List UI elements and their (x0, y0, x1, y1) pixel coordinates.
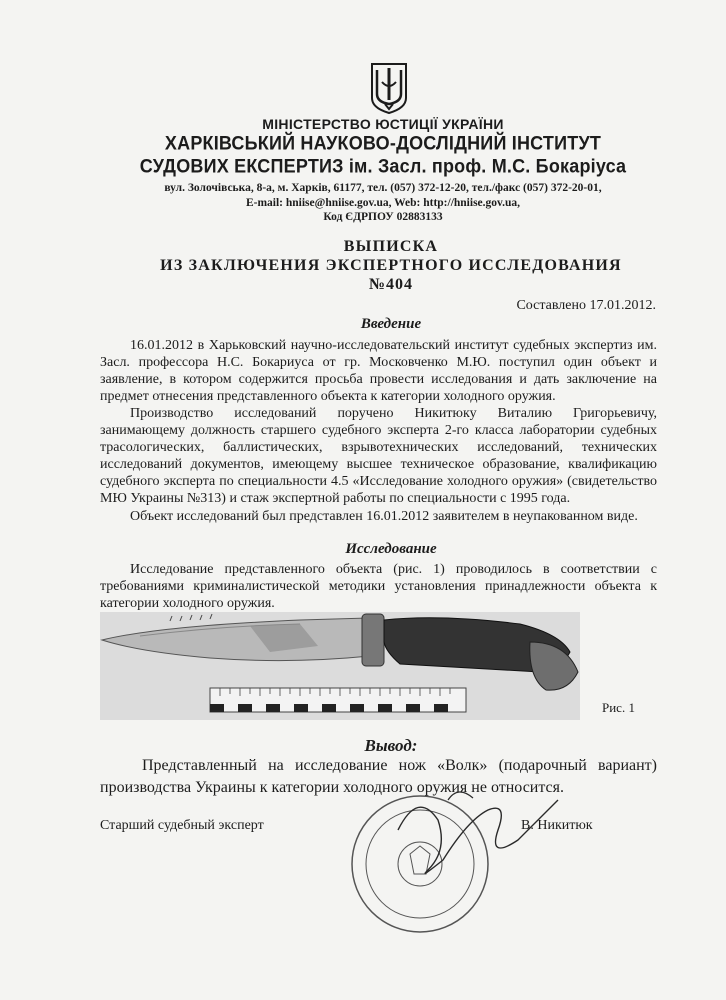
ministry-name: МІНІСТЕРСТВО ЮСТИЦІЇ УКРАЇНИ (262, 116, 504, 132)
compiled-date: Составлено 17.01.2012. (516, 298, 656, 313)
institute-address (20, 181, 726, 225)
research-heading: Исследование (345, 541, 437, 557)
trident-emblem-icon (369, 62, 409, 114)
knife-photo (100, 612, 580, 720)
figure-caption: Рис. 1 (602, 700, 635, 715)
document-subtitle: ИЗ ЗАКЛЮЧЕНИЯ ЭКСПЕРТНОГО ИССЛЕДОВАНИЯ (160, 257, 622, 274)
address-line2: E-mail: hniise@hniise.gov.ua, Web: http://hniise.gov.ua, (245, 196, 521, 209)
signatory-position: Старший судебный эксперт (100, 818, 264, 833)
address-line3: Код ЄДРПОУ 02883133 (323, 211, 443, 223)
conclusion-text: Представленный на исследование нож «Волк» (подарочный вариант) производства Украины к категории холодного оружия не относится. (100, 757, 657, 796)
signatory-name: В. Никитюк (521, 818, 593, 833)
institute-name-line1: ХАРКІВСЬКИЙ НАУКОВО-ДОСЛІДНИЙ ІНСТИТУТ (164, 131, 602, 154)
handwritten-signature (388, 780, 568, 900)
institute-name-line2: СУДОВИХ ЕКСПЕРТИЗ ім. Засл. проф. М.С. Бокаріуса (139, 154, 627, 177)
introduction-paragraph-1: 16.01.2012 в Харьковский научно-исследовательский институт судебных экспертиз им. Засл. профессора Н.С. Бокариуса от гр. Московченко М.Ю. поступил один объект и заявление, в котором содержится просьба провести исследования и дать заключение на предмет отнесения представленного объекта к категории холодного оружия. (100, 338, 657, 404)
introduction-paragraph-3: Объект исследований был представлен 16.01.2012 заявителем в неупакованном виде. (130, 509, 638, 524)
address-line1: вул. Золочівська, 8-а, м. Харків, 61177, тел. (057) 372-12-20, тел./факс (057) 372-20-01, (164, 182, 602, 194)
conclusion-heading: Вывод: (364, 736, 418, 755)
introduction-paragraph-2: Производство исследований поручено Никитюку Виталию Григорьевичу, занимающему должность старшего судебного эксперта 2-го класса лаборатории судебных трасологических, баллистических, взрывотехнических исследований, технических исследований документов, имеющему высшее техническое образование, квалификацию судебного эксперта по специальности 4.5 «Исследование холодного оружия» (свидетельство МЮ Украины №313) и стаж экспертной работы по специальности с 1995 года. (100, 406, 657, 506)
document-number: №404 (368, 276, 414, 293)
document-title: ВЫПИСКА (343, 238, 439, 255)
research-paragraph: Исследование представленного объекта (рис. 1) проводилось в соответствии с требованиями криминалистической методики установления принадлежности объекта к категории холодного оружия. (100, 562, 657, 611)
introduction-heading: Введение (360, 316, 422, 332)
